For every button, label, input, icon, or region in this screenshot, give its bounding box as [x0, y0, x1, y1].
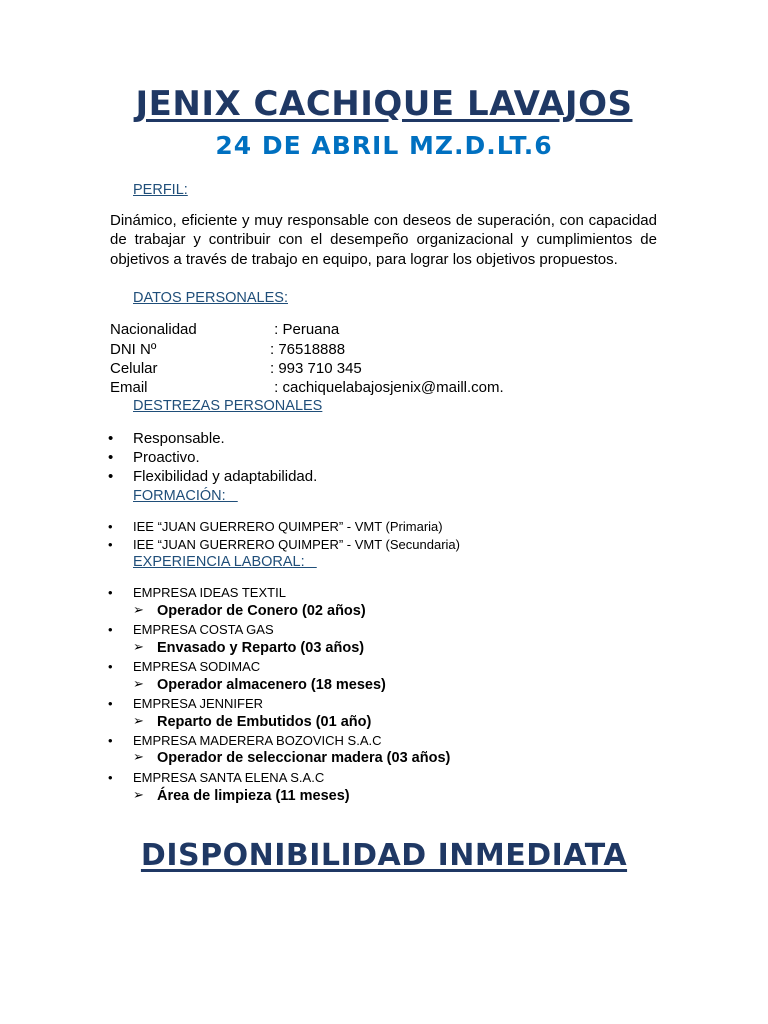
bullet-icon: •: [108, 449, 114, 466]
bullet-icon: •: [108, 537, 113, 552]
bullet-icon: •: [108, 430, 114, 447]
datos-value: : Peruana: [270, 321, 340, 338]
section-title: DATOS PERSONALES:: [133, 290, 288, 306]
section-title: EXPERIENCIA LABORAL:: [133, 554, 317, 570]
rol-text: Operador de Conero (02 años): [157, 603, 366, 619]
destreza-text: Proactivo.: [133, 449, 200, 466]
bullet-icon: •: [108, 585, 113, 600]
empresa-name: EMPRESA SODIMAC: [133, 659, 261, 674]
arrow-bullet-icon: ➢: [133, 639, 144, 654]
rol-text: Reparto de Embutidos (01 año): [157, 714, 372, 730]
rol-text: Área de limpieza (11 meses): [157, 788, 350, 804]
section-title: PERFIL:: [133, 182, 188, 198]
section-title: FORMACIÓN:: [133, 488, 238, 504]
datos-label: Nacionalidad: [110, 321, 197, 338]
empresa-name: EMPRESA JENNIFER: [133, 696, 264, 711]
candidate-address: 24 DE ABRIL MZ.D.LT.6: [215, 131, 553, 160]
formacion-text: IEE “JUAN GUERRERO QUIMPER” - VMT (Primaria): [133, 519, 443, 534]
datos-row-celular: [110, 360, 362, 377]
section-title: DESTREZAS PERSONALES: [133, 398, 323, 414]
datos-value: : cachiquelabajosjenix@maill.com.: [270, 379, 504, 396]
empresa-name: EMPRESA MADERERA BOZOVICH S.A.C: [133, 733, 382, 748]
formacion-text: IEE “JUAN GUERRERO QUIMPER” - VMT (Secundaria): [133, 537, 460, 552]
rol-text: Operador de seleccionar madera (03 años): [157, 750, 451, 766]
candidate-name: JENIX CACHIQUE LAVAJOS: [135, 84, 633, 124]
rol-text: Operador almacenero (18 meses): [157, 677, 386, 693]
arrow-bullet-icon: ➢: [133, 602, 144, 617]
bullet-icon: •: [108, 622, 113, 637]
bullet-icon: •: [108, 659, 113, 674]
datos-label: DNI Nº: [110, 341, 157, 358]
rol-text: Envasado y Reparto (03 años): [157, 640, 365, 656]
datos-row-email: [110, 379, 504, 396]
bullet-icon: •: [108, 519, 113, 534]
datos-label: Celular: [110, 360, 158, 377]
availability-banner: DISPONIBILIDAD INMEDIATA: [140, 838, 628, 873]
empresa-name: EMPRESA COSTA GAS: [133, 622, 274, 637]
arrow-bullet-icon: ➢: [133, 787, 144, 802]
bullet-icon: •: [108, 733, 113, 748]
datos-label: Email: [110, 379, 148, 396]
bullet-icon: •: [108, 468, 114, 485]
datos-row-nacionalidad: [110, 321, 340, 338]
datos-value: : 993 710 345: [270, 360, 362, 377]
arrow-bullet-icon: ➢: [133, 676, 144, 691]
bullet-icon: •: [108, 770, 113, 785]
empresa-name: EMPRESA IDEAS TEXTIL: [133, 585, 286, 600]
arrow-bullet-icon: ➢: [133, 749, 144, 764]
arrow-bullet-icon: ➢: [133, 713, 144, 728]
perfil-paragraph: Dinámico, eficiente y muy responsable con deseos de superación, con capacidad de trabajar y contribuir con el desempeño organizacional y cumplimientos de objetivos a través de trabajo en equipo, para lograr los objetivos propuestos.: [110, 212, 657, 268]
destreza-text: Flexibilidad y adaptabilidad.: [133, 468, 318, 485]
datos-value: : 76518888: [270, 341, 346, 358]
destreza-text: Responsable.: [133, 430, 225, 447]
bullet-icon: •: [108, 696, 113, 711]
empresa-name: EMPRESA SANTA ELENA S.A.C: [133, 770, 325, 785]
datos-row-dni: [110, 341, 346, 358]
